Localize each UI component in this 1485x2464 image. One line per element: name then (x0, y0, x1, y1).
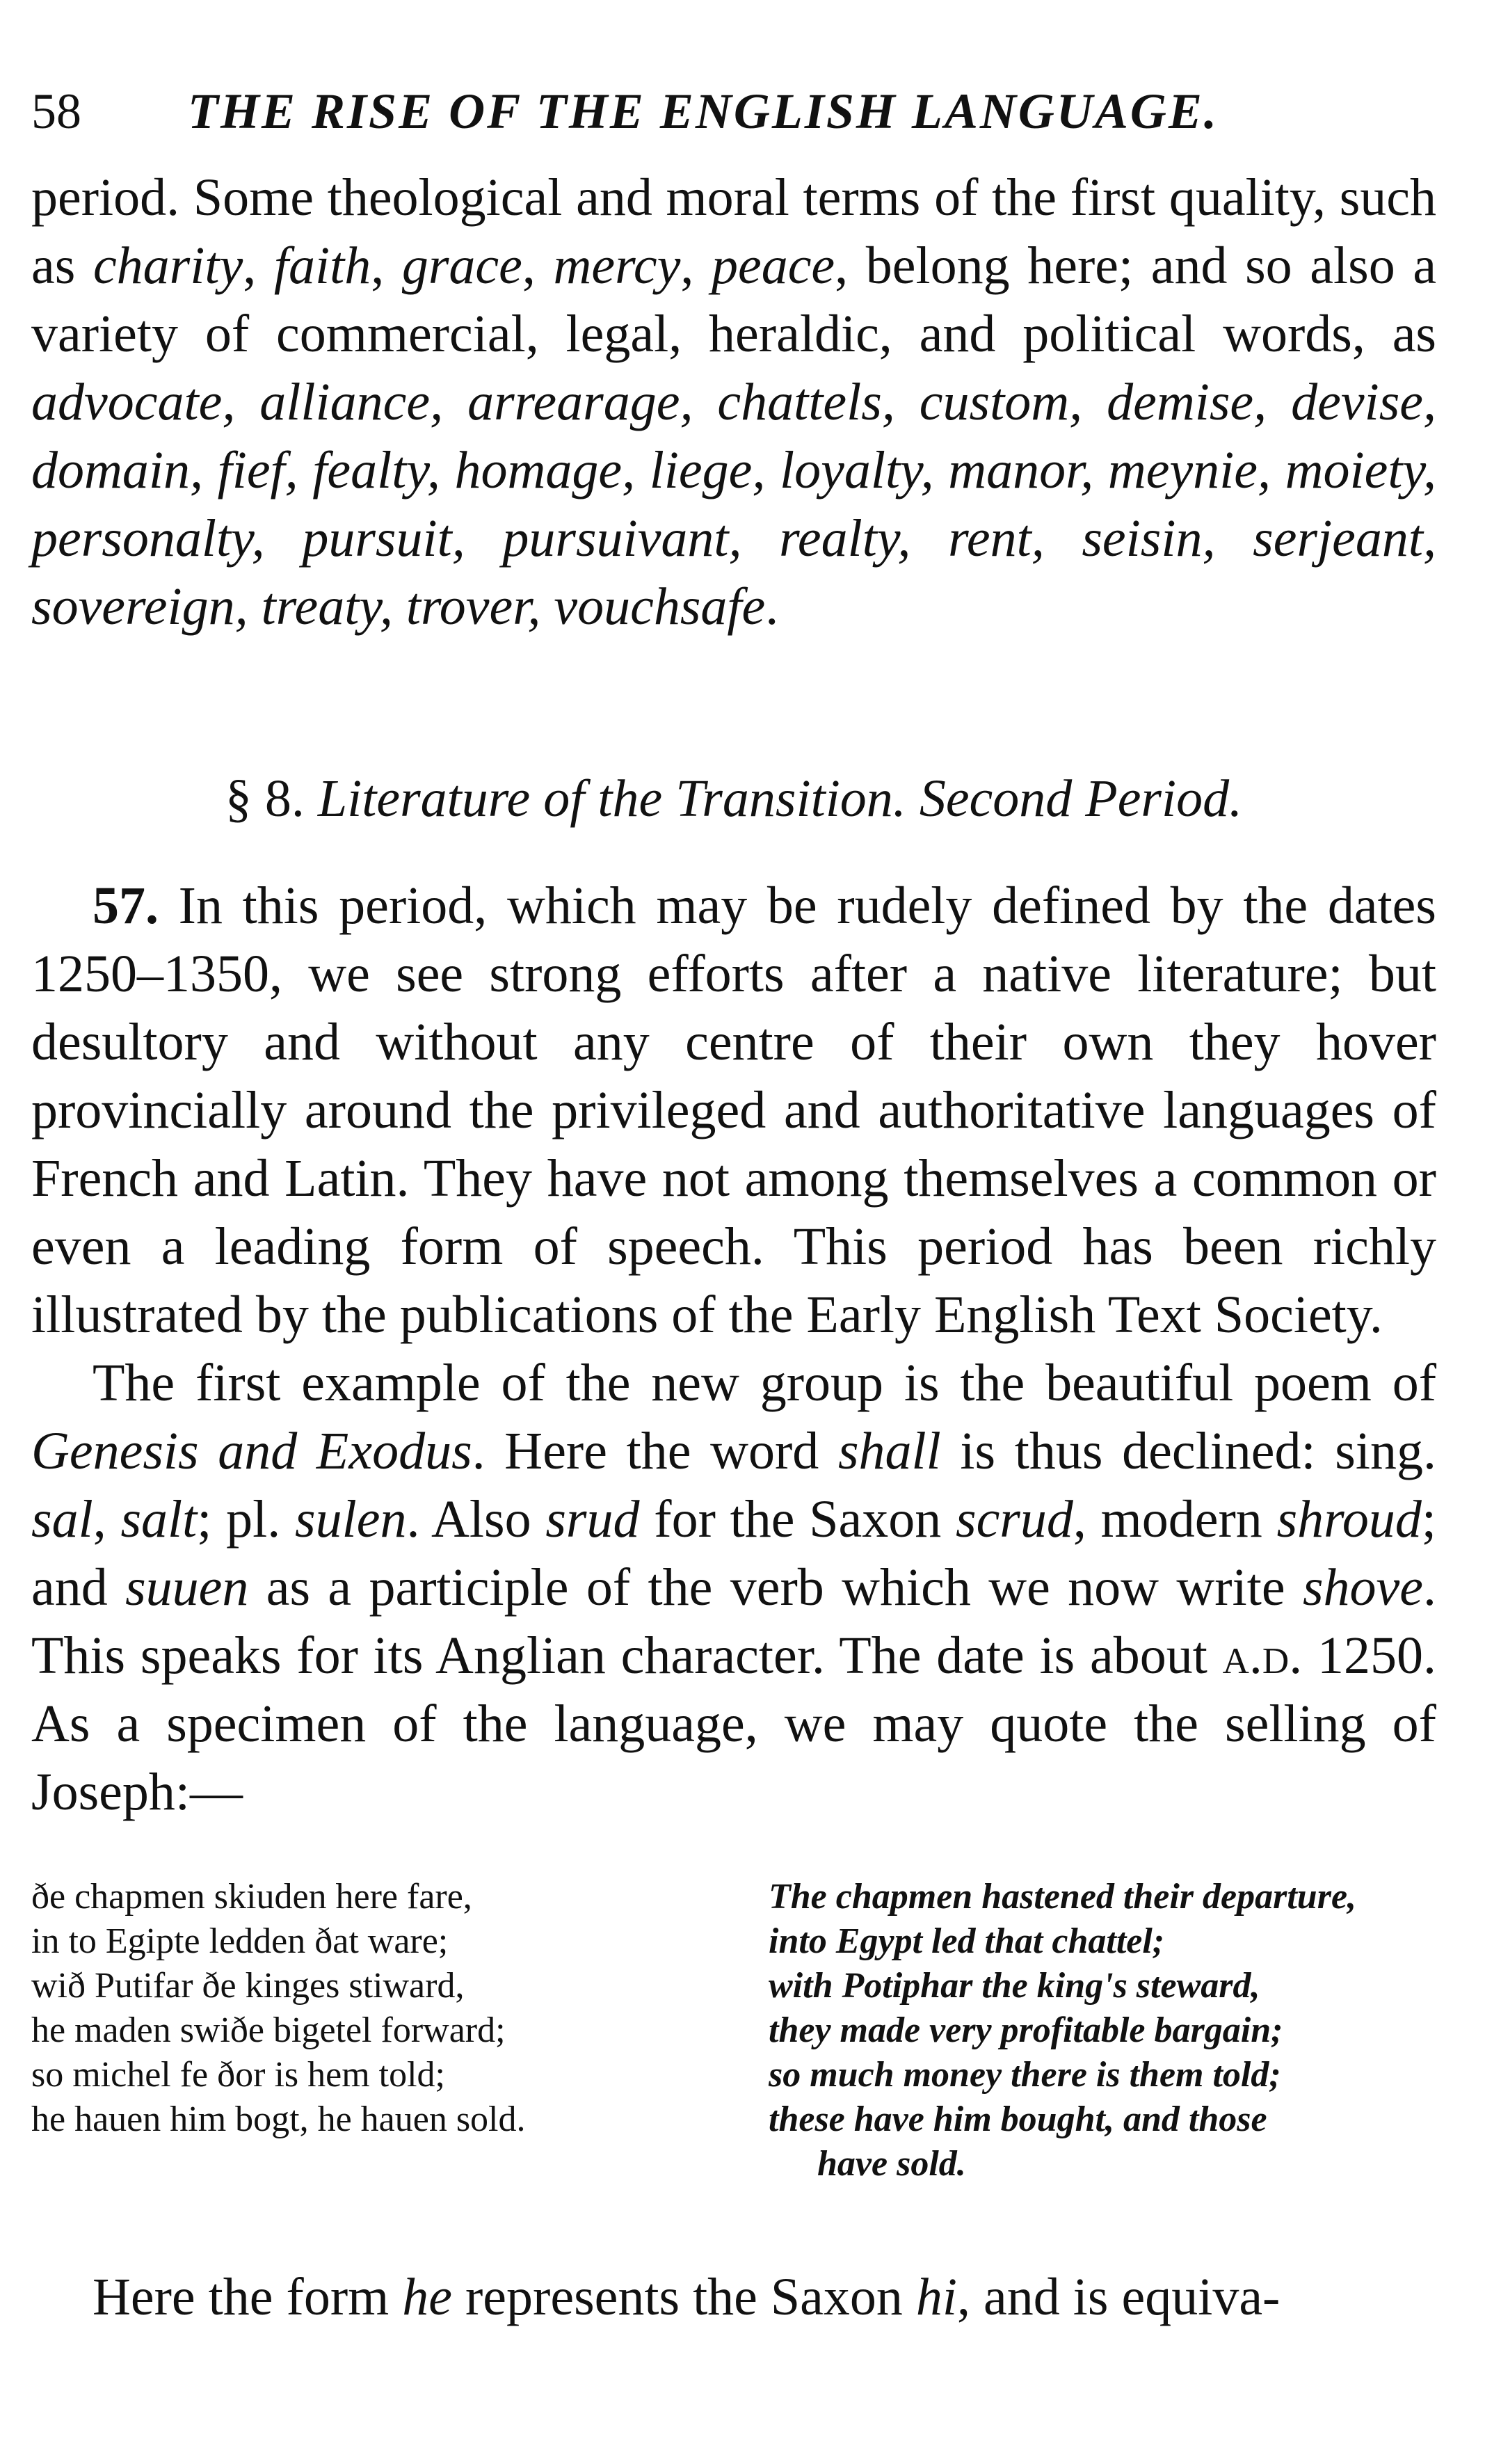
running-title: THE RISE OF THE ENGLISH LANGUAGE. (188, 83, 1219, 139)
verse-quotation (31, 1875, 1436, 2186)
verse-line: wið Putifar ðe kinges stiward, (31, 1966, 465, 2006)
section-heading: § 8. Literature of the Transition. Second Period. (225, 769, 1243, 828)
verse-line: he hauen him bogt, he hauen sold. (31, 2099, 526, 2139)
paragraph-number: 57. (93, 877, 159, 935)
book-page (31, 59, 1436, 2331)
translation-line: with Potiphar the king's steward, (769, 1966, 1260, 2006)
paragraph-top: period. Some theological and moral terms of the first quality, such as charity, faith, grace, mercy, peace, belong here; and so also a variety of commercial, legal, heraldic, and political words, as advocate, alliance, arrearage, chattels, custom, demise, devise, domain, fief, fealty, homage, liege, loyalty, manor, meynie, moiety, personalty, pursuit, pursuivant, realty, rent, seisin, serjeant, sovereign, treaty, trover, vouchsafe. (31, 168, 1437, 636)
translation-line: have sold. (817, 2144, 966, 2184)
verse-translation (769, 1875, 1436, 2186)
verse-original (31, 1875, 769, 2186)
translation-line: these have him bought, and those (769, 2099, 1267, 2139)
page-header (31, 59, 1436, 163)
page-number: 58 (31, 83, 81, 139)
translation-line: so much money there is them told; (769, 2055, 1281, 2095)
translation-line: The chapmen hastened their departure, (769, 1877, 1357, 1917)
paragraph-last: Here the form he represents the Saxon hi, and is equiva- (93, 2268, 1281, 2326)
translation-line: into Egypt led that chattel; (769, 1921, 1165, 1961)
verse-line: ðe chapmen skiuden here fare, (31, 1877, 472, 1917)
paragraph-genesis: The first example of the new group is the beautiful poem of Genesis and Exodus. Here the word shall is thus declined: sing. sal, salt; pl. sulen. Also srud for the Saxon scrud, modern shroud; and suuen as a participle of the verb which we now write shove. This speaks for its Anglian character. The date is about a.d. 1250. As a specimen of the language, we may quote the selling of Joseph:— (31, 1354, 1437, 1821)
paragraph-57: 57. In this period, which may be rudely defined by the dates 1250–1350, we see strong efforts after a native literature; but desultory and without any centre of their own they hover provincially around the privileged and authoritative languages of French and Latin. They have not among themselves a common or even a leading form of speech. This period has been richly illustrated by the publications of the Early English Text Society. (31, 877, 1436, 1344)
translation-line: they made very profitable bargain; (769, 2010, 1283, 2050)
verse-line: he maden swiðe bigetel forward; (31, 2010, 506, 2050)
verse-line: so michel fe ðor is hem told; (31, 2055, 446, 2095)
word-list: advocate, alliance, arrearage, chattels, custom, demise, devise, domain, fief, fealty, homage, liege, loyalty, manor, meynie, moiety, personalty, pursuit, pursuivant, realty, rent, seisin, serjeant, sovereign, treaty, trover, vouchsafe (31, 373, 1436, 636)
verse-line: in to Egipte ledden ðat ware; (31, 1921, 449, 1961)
